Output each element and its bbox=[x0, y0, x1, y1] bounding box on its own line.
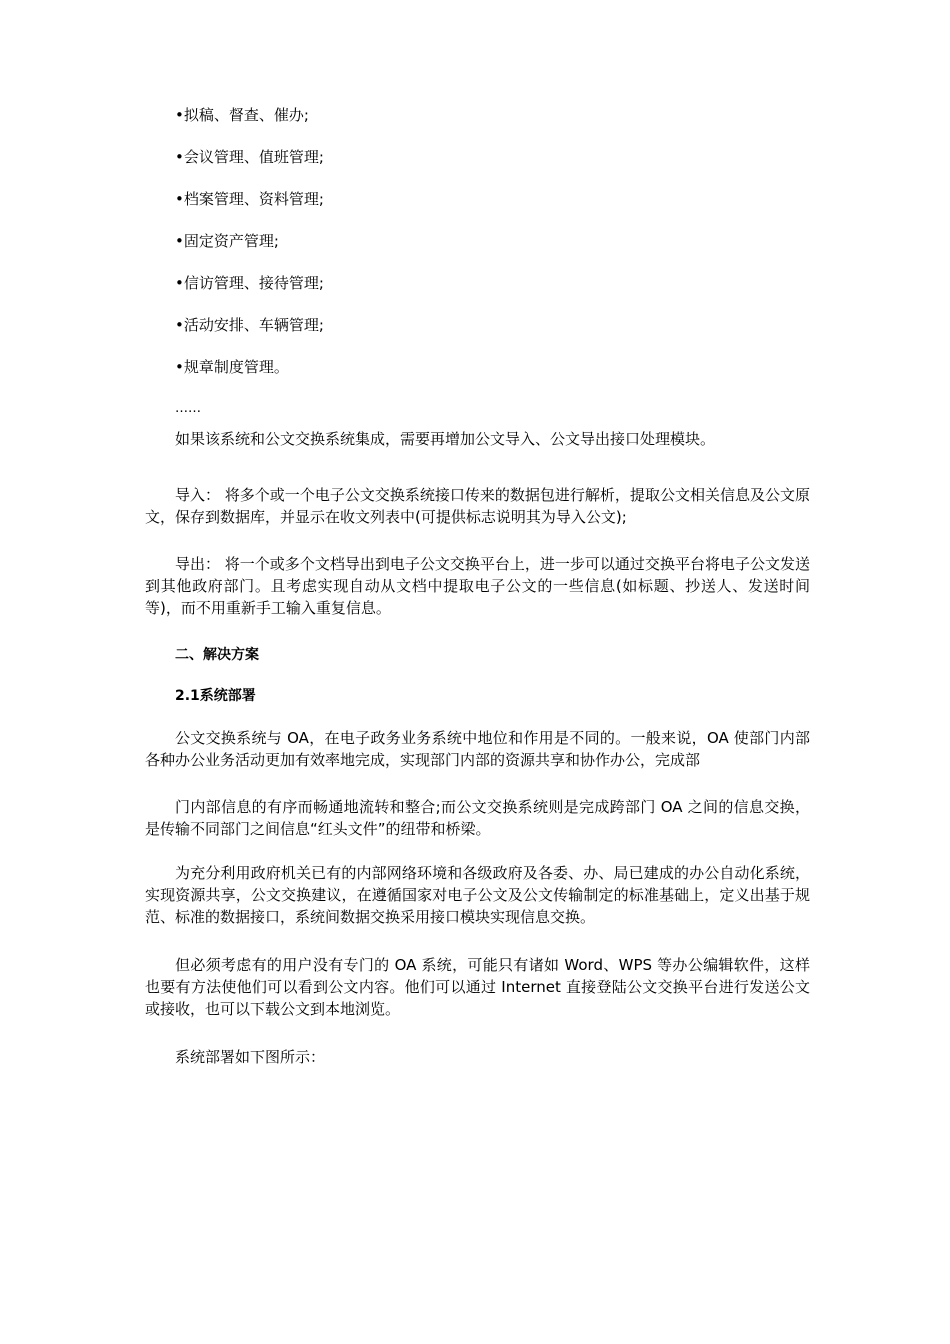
paragraph-oa-compare: 公文交换系统与 OA，在电子政务业务系统中地位和作用是不同的。一般来说，OA 使部门内部各种办公业务活动更加有效率地完成，实现部门内部的资源共享和协作办公，完成部 bbox=[145, 729, 810, 769]
paragraph-oa-compare-cont: 门内部信息的有序而畅通地流转和整合;而公文交换系统则是完成跨部门 OA 之间的信息交换，是传输不同部门之间信息“红头文件”的纽带和桥梁。 bbox=[145, 798, 810, 838]
ellipsis: …… bbox=[175, 401, 201, 416]
bullet-item: •固定资产管理; bbox=[175, 232, 279, 250]
paragraph-no-oa: 但必须考虑有的用户没有专门的 OA 系统，可能只有诸如 Word、WPS 等办公编辑软件，这样也要有方法使他们可以看到公文内容。他们可以通过 Internet 直接登陆公文交换平台进行发送公文或接收，也可以下载公文到本地浏览。 bbox=[145, 956, 810, 1018]
subsection-heading: 2.1系统部署 bbox=[175, 688, 256, 704]
paragraph-diagram-intro: 系统部署如下图所示： bbox=[175, 1048, 326, 1066]
section-heading: 二、解决方案 bbox=[175, 647, 259, 663]
bullet-item: •信访管理、接待管理; bbox=[175, 274, 324, 292]
bullet-item: •规章制度管理。 bbox=[175, 358, 289, 376]
paragraph-network: 为充分利用政府机关已有的内部网络环境和各级政府及各委、办、局已建成的办公自动化系统，实现资源共享，公文交换建议，在遵循国家对电子公文及公文传输制定的标准基础上，定义出基于规范、标准的数据接口，系统间数据交换采用接口模块实现信息交换。 bbox=[145, 864, 810, 926]
paragraph-import: 导入： 将多个或一个电子公文交换系统接口传来的数据包进行解析，提取公文相关信息及公文原文，保存到数据库，并显示在收文列表中(可提供标志说明其为导入公文); bbox=[145, 486, 810, 526]
bullet-item: •拟稿、督查、催办; bbox=[175, 106, 309, 124]
paragraph-integration: 如果该系统和公文交换系统集成，需要再增加公文导入、公文导出接口处理模块。 bbox=[175, 430, 716, 448]
paragraph-export: 导出： 将一个或多个文档导出到电子公文交换平台上，进一步可以通过交换平台将电子公文发送到其他政府部门。且考虑实现自动从文档中提取电子公文的一些信息(如标题、抄送人、发送时间等)，而不用重新手工输入重复信息。 bbox=[145, 555, 810, 617]
bullet-item: •档案管理、资料管理; bbox=[175, 190, 324, 208]
bullet-item: •会议管理、值班管理; bbox=[175, 148, 324, 166]
bullet-item: •活动安排、车辆管理; bbox=[175, 316, 324, 334]
